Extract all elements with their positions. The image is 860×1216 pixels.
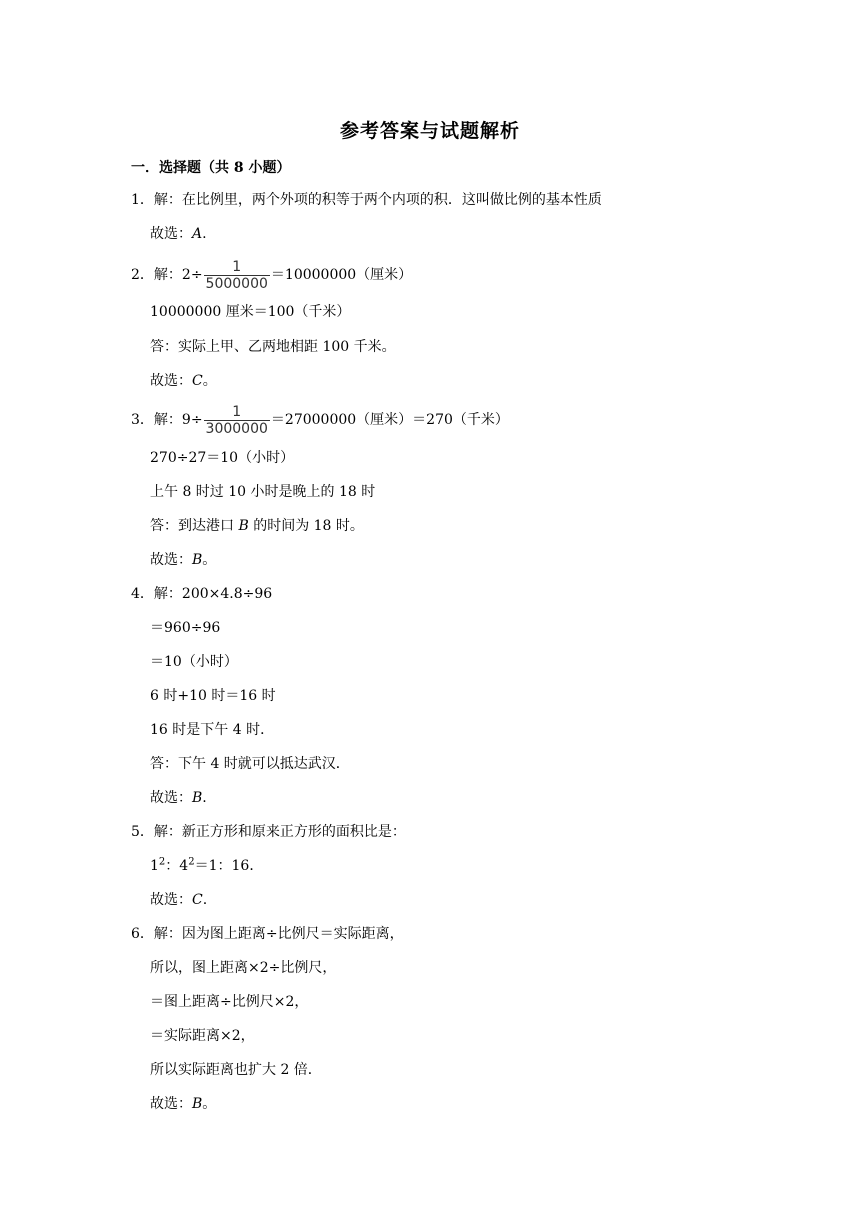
- q3-fraction: $\frac{1}{3000000}$: [205, 403, 268, 437]
- q1-answer: 故选：A.: [150, 226, 207, 242]
- q2-fraction: $\frac{1}{5000000}$: [205, 258, 268, 292]
- q4-step-3: 6 时+10 时＝16 时: [150, 688, 276, 704]
- q6-step-2: ＝图上距离÷比例尺×2，: [150, 994, 309, 1010]
- q4-step-1: ＝960÷96: [150, 620, 221, 636]
- q3-answer: 故选：B。: [150, 552, 217, 568]
- q2-conversion: 10000000 厘米＝100（千米）: [150, 304, 351, 320]
- q5-solution: 5．解：新正方形和原来正方形的面积比是：: [131, 824, 406, 840]
- q4-step-4: 16 时是下午 4 时．: [150, 722, 275, 738]
- q4-solution: 4．解：200×4.8÷96: [131, 586, 273, 602]
- q6-step-3: ＝实际距离×2，: [150, 1028, 255, 1044]
- section-heading: 一．选择题（共 8 小题）: [131, 160, 291, 176]
- page-title: 参考答案与试题解析: [339, 120, 520, 142]
- q3-step: 270÷27＝10（小时）: [150, 450, 295, 466]
- q1-solution: 1．解：在比例里，两个外项的积等于两个内项的积．这叫做比例的基本性质: [131, 192, 602, 208]
- q3-solution: 3．解：9÷ $\frac{1}{3000000}$ ＝27000000（厘米）＝270（千米）: [131, 403, 509, 437]
- q5-answer: 故选：C.: [150, 892, 208, 908]
- q3-time: 上午 8 时过 10 小时是晚上的 18 时: [150, 484, 376, 500]
- q6-step-1: 所以，图上距离×2÷比例尺，: [150, 960, 337, 976]
- q2-solution: 2．解：2÷ $\frac{1}{5000000}$ ＝10000000（厘米）: [131, 258, 413, 292]
- q6-conclusion: 所以实际距离也扩大 2 倍．: [150, 1062, 322, 1078]
- q6-solution: 6．解：因为图上距离÷比例尺＝实际距离，: [131, 926, 404, 942]
- q4-step-2: ＝10（小时）: [150, 654, 238, 670]
- q5-ratio: $1^2$：$4^2=1$：16．: [150, 856, 264, 874]
- q6-answer: 故选：B。: [150, 1096, 217, 1112]
- q4-answer: 故选：B.: [150, 790, 207, 806]
- q2-answer: 故选：C。: [150, 373, 217, 389]
- q2-reply: 答：实际上甲、乙两地相距 100 千米。: [150, 339, 396, 355]
- q3-reply: 答：到达港口 B 的时间为 18 时。: [150, 518, 364, 534]
- q4-reply: 答：下午 4 时就可以抵达武汉．: [150, 756, 350, 772]
